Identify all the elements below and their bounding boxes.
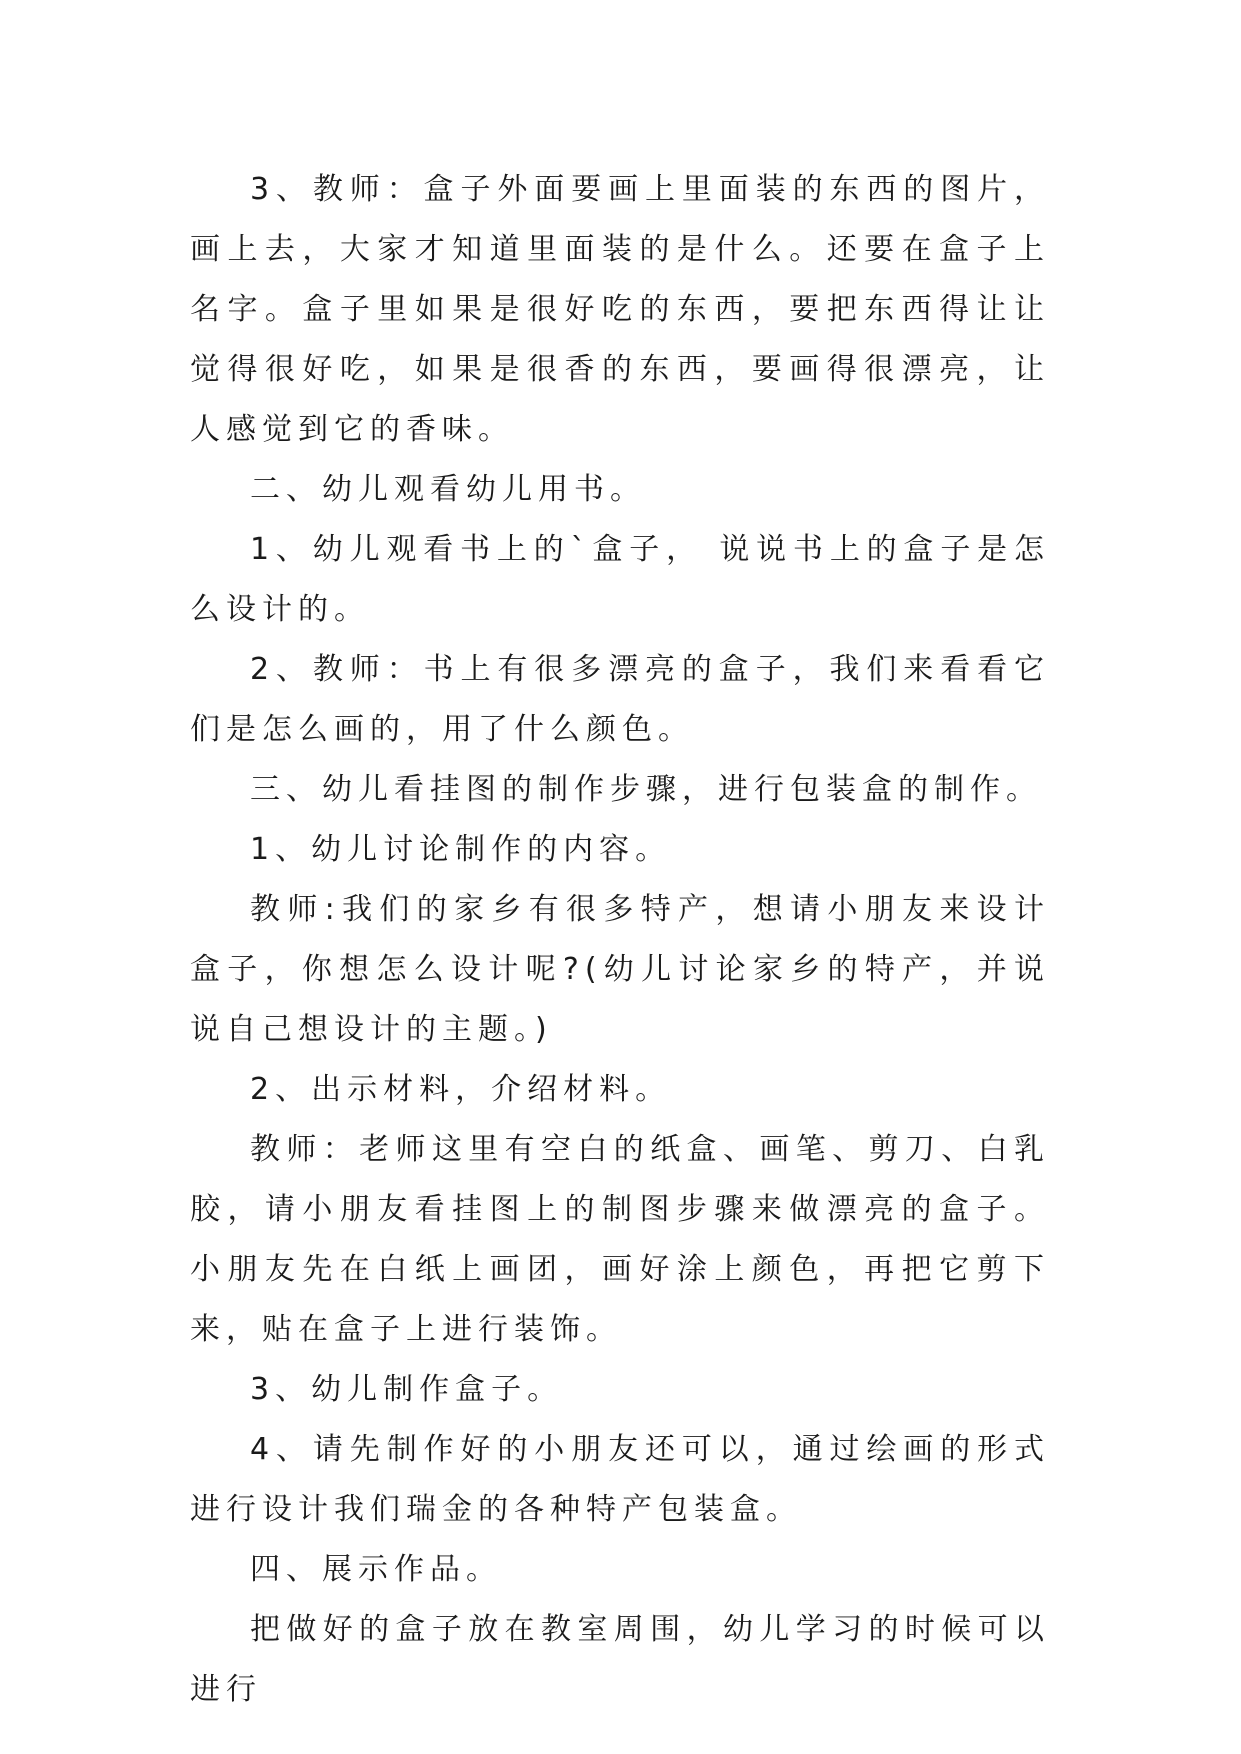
paragraph: 四、展示作品。 bbox=[250, 1552, 502, 1587]
paragraph: 把做好的盒子放在教室周围，幼儿学习的时候可以进行 bbox=[190, 1612, 1050, 1707]
paragraph: 三、幼儿看挂图的制作步骤，进行包装盒的制作。 bbox=[250, 772, 1042, 807]
paragraph: 教师:我们的家乡有很多特产，想请小朋友来设计盒子，你想怎么设计呢?(幼儿讨论家乡的特产，并说说自己想设计的主题。) bbox=[190, 892, 1050, 1047]
paragraph: 2、教师：书上有很多漂亮的盒子，我们来看看它们是怎么画的，用了什么颜色。 bbox=[190, 652, 1050, 747]
paragraph: 3、幼儿制作盒子。 bbox=[250, 1372, 564, 1407]
paragraph: 2、出示材料，介绍材料。 bbox=[250, 1072, 672, 1107]
paragraph: 二、幼儿观看幼儿用书。 bbox=[250, 472, 646, 507]
paragraph: 1、幼儿讨论制作的内容。 bbox=[250, 832, 672, 867]
paragraph: 4、请先制作好的小朋友还可以，通过绘画的形式进行设计我们瑞金的各种特产包装盒。 bbox=[190, 1432, 1050, 1527]
paragraph: 3、教师：盒子外面要画上里面装的东西的图片，画上去，大家才知道里面装的是什么。还要在盒子上名字。盒子里如果是很好吃的东西，要把东西得让让觉得很好吃，如果是很香的东西，要画得很漂亮，让人感觉到它的香味。 bbox=[190, 172, 1050, 447]
paragraph: 教师：老师这里有空白的纸盒、画笔、剪刀、白乳胶，请小朋友看挂图上的制图步骤来做漂亮的盒子。小朋友先在白纸上画团，画好涂上颜色，再把它剪下来，贴在盒子上进行装饰。 bbox=[190, 1132, 1050, 1347]
paragraph: 1、幼儿观看书上的`盒子， 说说书上的盒子是怎么设计的。 bbox=[190, 532, 1050, 627]
document-body bbox=[190, 160, 1050, 1720]
